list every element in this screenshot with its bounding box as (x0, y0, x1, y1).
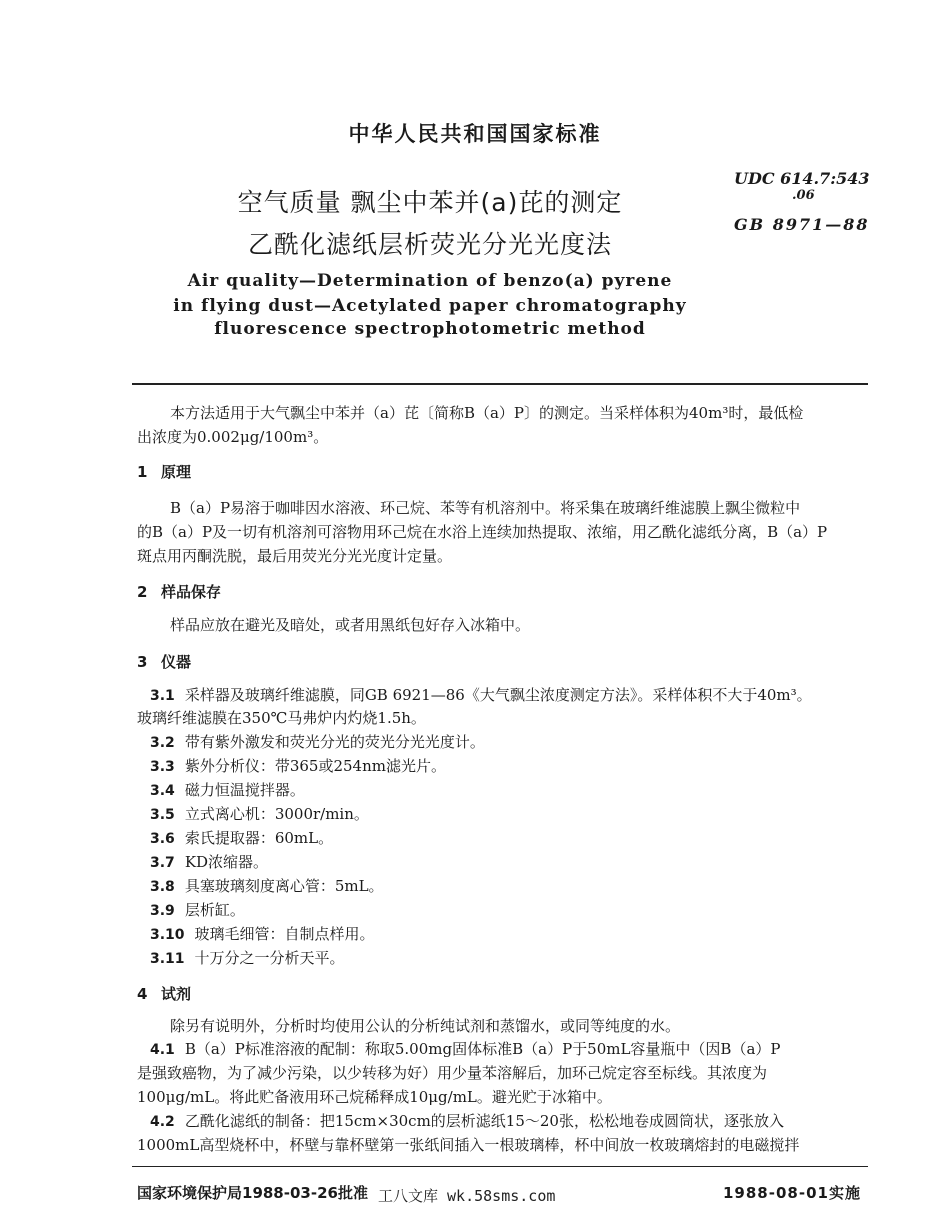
s4-intro: 除另有说明外，分析时均使用公认的分析纯试剂和蒸馏水，或同等纯度的水。 (170, 1017, 681, 1035)
section-4-heading (137, 983, 191, 1004)
gb-number: GB 8971—88 (734, 215, 870, 234)
item-text: 玻璃毛细管：自制点样用。 (194, 925, 375, 943)
instrument-item (150, 875, 384, 899)
item-text: 带有紫外激发和荧光分光的荧光分光光度计。 (184, 733, 485, 751)
item-number: 3.9 (150, 903, 175, 919)
item-number: 4.1 (150, 1042, 175, 1058)
title-cn-line1: 空气质量 飘尘中苯并(a)芘的测定 (237, 188, 623, 217)
instrument-item (150, 923, 375, 947)
instrument-item-cont (137, 707, 426, 730)
reagent-4-1-line3: 100μg/mL。将此贮备液用环己烷稀释成10μg/mL。避光贮于冰箱中。 (137, 1088, 612, 1106)
title-en-line1: Air quality—Determination of benzo(a) pyrene (187, 271, 673, 291)
section-title: 仪器 (161, 653, 192, 671)
udc-number: UDC 614.7:543 (734, 169, 870, 188)
item-number: 3.7 (150, 855, 175, 871)
item-text: 层析缸。 (184, 901, 245, 919)
item-number: 3.2 (150, 735, 175, 751)
item-number: 3.5 (150, 807, 175, 823)
reagent-4-1-line2: 是强致癌物，为了减少污染，以少转移为好）用少量苯溶解后，加环己烷定容至标线。其浓度为 (137, 1064, 768, 1082)
item-text: 采样器及玻璃纤维滤膜，同GB 6921—86《大气飘尘浓度测定方法》。采样体积不大于40m³。 (184, 686, 812, 704)
s1-line3: 斑点用丙酮洗脱，最后用荧光分光光度计定量。 (137, 547, 453, 565)
reagent-4-2-line1 (150, 1110, 784, 1134)
watermark: 工八文库 wk.58sms.com (378, 1187, 556, 1205)
item-text: 紫外分析仪：带365或254nm滤光片。 (184, 757, 446, 775)
section-title: 试剂 (161, 985, 192, 1003)
item-number: 3.4 (150, 783, 175, 799)
instrument-item (150, 684, 812, 708)
instrument-item (150, 731, 485, 755)
section-3-heading (137, 651, 191, 672)
item-number: 3.10 (150, 927, 185, 943)
standard-type: 中华人民共和国国家标准 (348, 122, 602, 146)
item-number: 4.2 (150, 1114, 175, 1130)
intro-line2: 出浓度为0.002μg/100m³。 (137, 428, 329, 446)
instrument-item (150, 947, 345, 971)
item-number: 3.6 (150, 831, 175, 847)
s1-line2: 的B（a）P及一切有机溶剂可溶物用环己烷在水浴上连续加热提取、浓缩，用乙酰化滤纸分离，B（a）P (137, 523, 828, 541)
item-number: 3.8 (150, 879, 175, 895)
instrument-item (150, 779, 305, 803)
section-number: 1 (137, 463, 148, 481)
item-text: 玻璃纤维滤膜在350℃马弗炉内灼烧1.5h。 (137, 709, 426, 727)
section-title: 样品保存 (161, 583, 222, 601)
item-text: 十万分之一分析天平。 (194, 949, 345, 967)
effective-date: 1988-08-01实施 (723, 1184, 861, 1202)
item-text: KD浓缩器。 (184, 853, 269, 871)
section-2-heading (137, 581, 221, 602)
item-text: B（a）P标准溶液的配制：称取5.00mg固体标准B（a）P于50mL容量瓶中（因B（a）P (184, 1040, 781, 1058)
section-number: 4 (137, 985, 148, 1003)
item-text: 乙酰化滤纸的制备：把15cm×30cm的层析滤纸15～20张，松松地卷成圆筒状，逐张放入 (184, 1112, 784, 1130)
section-number: 2 (137, 583, 148, 601)
item-text: 立式离心机：3000r/min。 (184, 805, 369, 823)
title-en-line2: in flying dust—Acetylated paper chromatography (173, 296, 687, 316)
header-divider (132, 383, 868, 385)
item-text: 索氏提取器：60mL。 (184, 829, 334, 847)
title-en-line3: fluorescence spectrophotometric method (214, 319, 646, 339)
approval-date: 国家环境保护局1988-03-26批准 (137, 1184, 368, 1202)
instrument-item (150, 899, 245, 923)
udc-number-cont: .06 (792, 188, 815, 203)
instrument-item (150, 803, 369, 827)
instrument-item (150, 851, 268, 875)
instrument-item (150, 827, 333, 851)
s1-line1: B（a）P易溶于咖啡因水溶液、环己烷、苯等有机溶剂中。将采集在玻璃纤维滤膜上飘尘微粒中 (170, 499, 801, 517)
reagent-4-1-line1 (150, 1038, 781, 1062)
section-1-heading (137, 461, 191, 482)
item-number: 3.11 (150, 951, 185, 967)
s2-line1: 样品应放在避光及暗处，或者用黑纸包好存入冰箱中。 (170, 616, 531, 634)
item-text: 磁力恒温搅拌器。 (184, 781, 305, 799)
item-number: 3.1 (150, 688, 175, 704)
item-number: 3.3 (150, 759, 175, 775)
section-title: 原理 (161, 463, 192, 481)
title-cn-line2: 乙酰化滤纸层析荧光分光光度法 (247, 230, 612, 259)
intro-line1: 本方法适用于大气飘尘中苯并（a）芘〔简称B（a）P〕的测定。当采样体积为40m³时，最低检 (170, 404, 804, 422)
footer-divider (132, 1166, 868, 1167)
section-number: 3 (137, 653, 148, 671)
instrument-item (150, 755, 446, 779)
item-text: 具塞玻璃刻度离心管：5mL。 (184, 877, 384, 895)
reagent-4-2-line2: 1000mL高型烧杯中，杯壁与靠杯壁第一张纸间插入一根玻璃棒，杯中间放一枚玻璃熔封的电磁搅拌 (137, 1136, 800, 1154)
